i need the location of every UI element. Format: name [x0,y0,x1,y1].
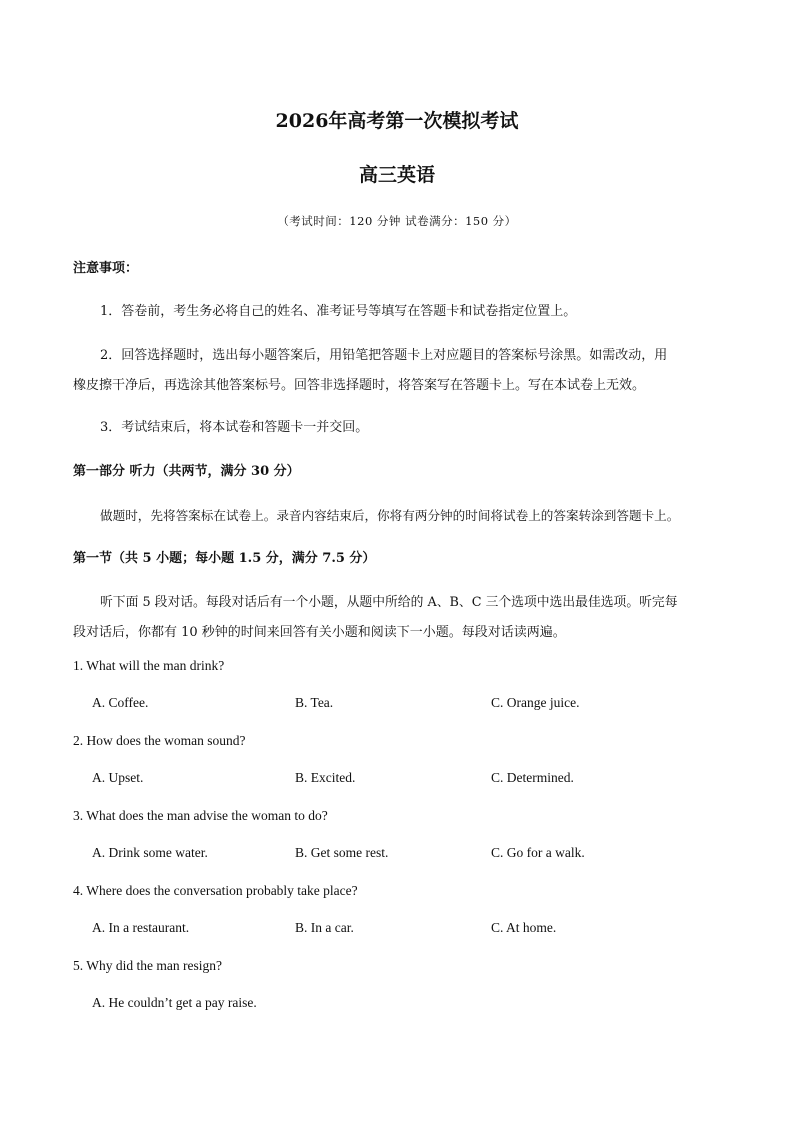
notice-heading: 注意事项： [73,261,139,276]
notice-item-3: 3．考试结束后，将本试卷和答题卡一并交回。 [100,420,369,435]
exam-title: 2026年高考第一次模拟考试 [275,110,519,132]
part1-heading: 第一部分 听力（共两节，满分 30 分） [73,464,300,479]
question-3-option-c: C. Go for a walk. [491,845,585,860]
question-3-option-b: B. Get some rest. [295,845,389,860]
exam-info: （考试时间：120 分钟 试卷满分：150 分） [277,214,517,228]
question-4-option-b: B. In a car. [295,920,354,935]
question-1-option-b: B. Tea. [295,695,334,710]
question-3-option-a: A. Drink some water. [92,845,208,860]
question-2-option-b: B. Excited. [295,770,356,785]
exam-subject: 高三英语 [358,164,435,186]
part1-instruction: 做题时，先将答案标在试卷上。录音内容结束后，你将有两分钟的时间将试卷上的答案转涂到答题卡上。 [100,508,680,523]
section1-instruction-line2: 段对话后，你都有 10 秒钟的时间来回答有关小题和阅读下一小题。每段对话读两遍。 [73,625,566,640]
question-1-stem: 1. What will the man drink? [73,658,225,673]
section1-heading: 第一节（共 5 小题；每小题 1.5 分，满分 7.5 分） [73,551,376,566]
question-5-stem: 5. Why did the man resign? [73,958,222,973]
question-3-stem: 3. What does the man advise the woman to do? [73,808,328,823]
notice-item-2-line1: 2．回答选择题时，选出每小题答案后，用铅笔把答题卡上对应题目的答案标号涂黑。如需改动，用 [100,348,668,363]
question-2-stem: 2. How does the woman sound? [73,733,246,748]
question-4-option-a: A. In a restaurant. [92,920,190,935]
notice-item-1: 1．答卷前，考生务必将自己的姓名、准考证号等填写在答题卡和试卷指定位置上。 [100,304,577,319]
question-1-option-a: A. Coffee. [92,695,149,710]
question-4-stem: 4. Where does the conversation probably take place? [73,883,358,898]
question-5-option-a: A. He couldn’t get a pay raise. [92,995,257,1010]
question-2-option-c: C. Determined. [491,770,574,785]
section1-instruction-line1: 听下面 5 段对话。每段对话后有一个小题，从题中所给的 A、B、C 三个选项中选出最佳选项。听完每 [100,595,678,610]
question-1-option-c: C. Orange juice. [491,695,580,710]
question-4-option-c: C. At home. [491,920,557,935]
notice-item-2-line2: 橡皮擦干净后，再选涂其他答案标号。回答非选择题时，将答案写在答题卡上。写在本试卷上无效。 [73,378,646,393]
question-2-option-a: A. Upset. [92,770,144,785]
